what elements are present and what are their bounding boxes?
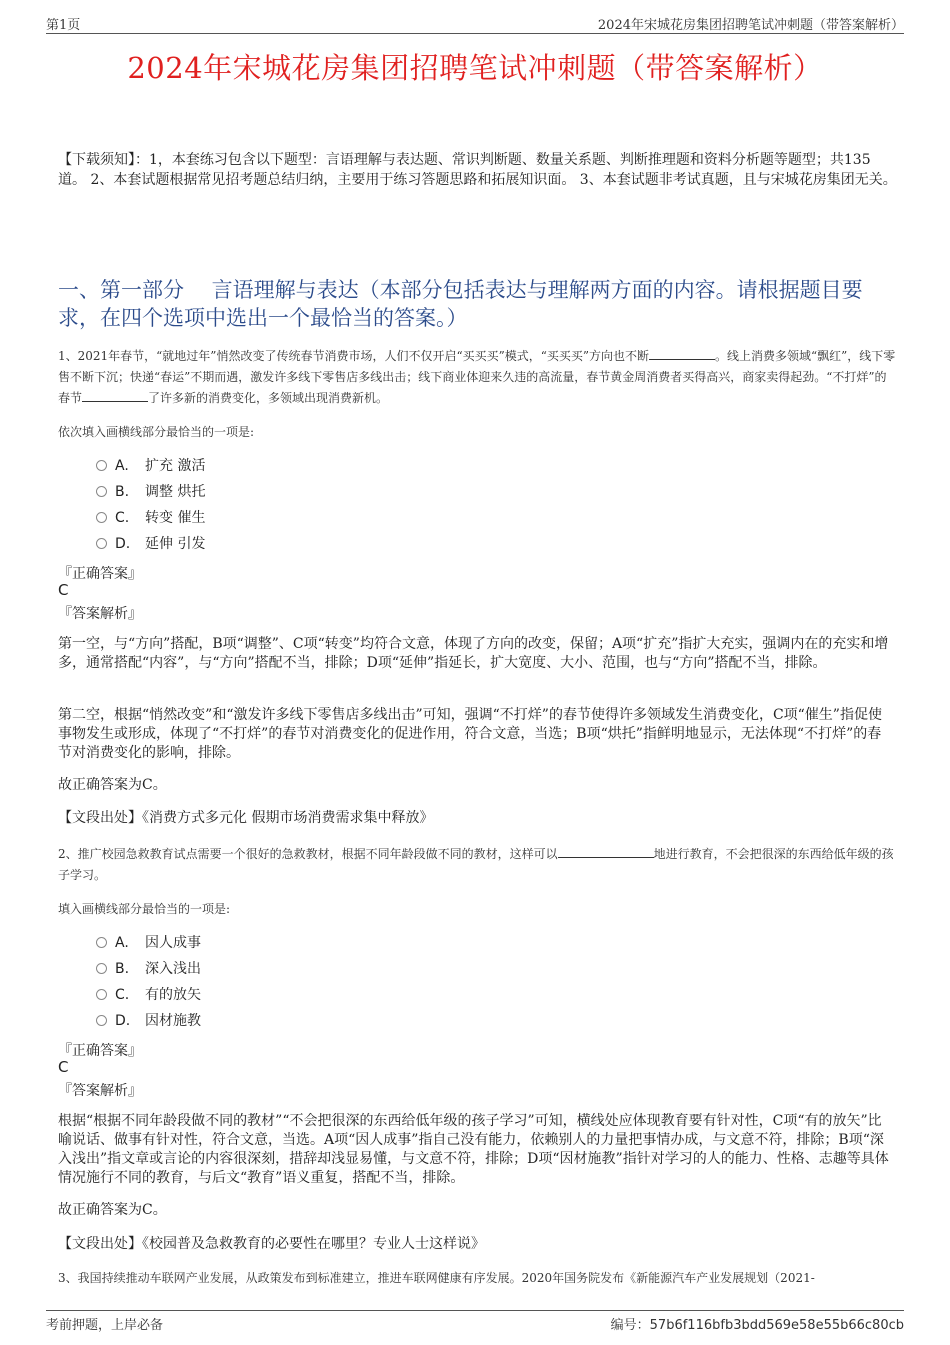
question-3-text: 3、我国持续推动车联网产业发展，从政策发布到标准建立，推进车联网健康有序发展。2020年国务院发布《新能源汽车产业发展规划（2021-	[58, 1271, 815, 1285]
q1-conclusion: 故正确答案为C。	[58, 777, 167, 793]
q1-correct-label: 『正确答案』	[58, 566, 142, 582]
q1-option-a[interactable]: A. 扩充 激活	[96, 456, 205, 476]
radio-icon[interactable]	[96, 1015, 107, 1026]
q2-option-d[interactable]: D. 因材施教	[96, 1011, 201, 1031]
blank-1	[649, 347, 715, 360]
q1-analysis-paragraph-1: 第一空，与“方向”搭配，B项“调整”、C项“转变”均符合文意，体现了方向的改变，保留；A项“扩充”指扩大充实，强调内在的充实和增多，通常搭配“内容”，与“方向”搭配不当，排除；D项“延伸”指延长，扩大宽度、大小、范围，也与“方向”搭配不当，排除。	[58, 636, 889, 671]
question-2-text: 2、推广校园急救教育试点需要一个很好的急救教材，根据不同年龄段做不同的教材，这样可以 地进行教育，不会把很深的东西给低年级的孩子学习。	[58, 847, 894, 882]
question-1-prompt: 依次填入画横线部分最恰当的一项是:	[58, 425, 255, 439]
question-1-text: 1、2021年春节，“就地过年”悄然改变了传统春节消费市场，人们不仅开启“买买买”模式，“买买买”方向也不断 。线上消费多领域“飘红”，线下零售不断下沉；快递“春运”不期而遇，激发许多线下零售店多线出击；线下商业体迎来久违的高流量，春节黄金周消费者买得高兴，商家卖得起劲。“不打烊”的春节 了许多新的消费变化，多领域出现消费新机。	[58, 349, 896, 405]
question-2-prompt: 填入画横线部分最恰当的一项是:	[58, 902, 231, 916]
radio-icon[interactable]	[96, 512, 107, 523]
page-title: 2024年宋城花房集团招聘笔试冲刺题（带答案解析）	[127, 51, 823, 85]
radio-icon[interactable]	[96, 963, 107, 974]
q1-correct-answer: C	[58, 581, 69, 599]
q2-analysis-paragraph-1: 根据“根据不同年龄段做不同的教材”“不会把很深的东西给低年级的孩子学习”可知，横线处应体现教育要有针对性，C项“有的放矢”比喻说话、做事有针对性，符合文意，当选。A项“因人成事”指自己没有能力，依赖别人的力量把事情办成，与文意不符，排除；B项“深入浅出”指文章或言论的内容很深刻，措辞却浅显易懂，与文意不符，排除；D项“因材施教”指针对学习的人的能力、性格、志趣等具体情况施行不同的教育，与后文“教育”语义重复，搭配不当，排除。	[58, 1113, 889, 1186]
q1-option-b[interactable]: B. 调整 烘托	[96, 482, 205, 502]
radio-icon[interactable]	[96, 937, 107, 948]
q2-source: 【文段出处】《校园普及急救教育的必要性在哪里？专业人士这样说》	[58, 1236, 485, 1252]
q1-option-d[interactable]: D. 延伸 引发	[96, 534, 205, 554]
q2-option-b[interactable]: B. 深入浅出	[96, 959, 201, 979]
q2-correct-answer: C	[58, 1058, 69, 1076]
q2-conclusion: 故正确答案为C。	[58, 1202, 167, 1218]
q2-analysis-label: 『答案解析』	[58, 1083, 142, 1099]
blank-2	[82, 389, 148, 402]
footer-slogan: 考前押题，上岸必备	[46, 1318, 164, 1333]
q1-option-c[interactable]: C. 转变 催生	[96, 508, 205, 528]
blank-1	[558, 845, 654, 858]
page-number: 第1页	[46, 18, 81, 33]
radio-icon[interactable]	[96, 486, 107, 497]
q2-option-a[interactable]: A. 因人成事	[96, 933, 201, 953]
download-notice: 【下载须知】：1，本套练习包含以下题型：言语理解与表达题、常识判断题、数量关系题、判断推理题和资料分析题等题型；共135道。 2、本套试题根据常见招考题总结归纳，主要用于练习答题思路和拓展知识面。 3、本套试题非考试真题，且与宋城花房集团无关。	[58, 152, 897, 188]
q2-correct-label: 『正确答案』	[58, 1043, 142, 1059]
q1-analysis-label: 『答案解析』	[58, 606, 142, 622]
header-doc-title: 2024年宋城花房集团招聘笔试冲刺题（带答案解析）	[597, 18, 904, 33]
radio-icon[interactable]	[96, 989, 107, 1000]
section-heading: 一、第一部分 言语理解与表达（本部分包括表达与理解两方面的内容。请根据题目要求，在四个选项中选出一个最恰当的答案。）	[58, 278, 863, 330]
footer-divider	[46, 1310, 904, 1311]
header-divider	[46, 33, 904, 34]
q1-analysis-paragraph-2: 第二空，根据“悄然改变”和“激发许多线下零售店多线出击”可知，强调“不打烊”的春节使得许多领域发生消费变化，C项“催生”指促使事物发生或形成，体现了“不打烊”的春节对消费变化的促进作用，符合文意，当选；B项“烘托”指鲜明地显示，无法体现“不打烊”的春节对消费变化的影响，排除。	[58, 707, 882, 761]
footer-code: 编号：57b6f116bfb3bdd569e58e55b66c80cb	[610, 1318, 904, 1333]
q2-option-c[interactable]: C. 有的放矢	[96, 985, 201, 1005]
radio-icon[interactable]	[96, 538, 107, 549]
q1-source: 【文段出处】《消费方式多元化 假期市场消费需求集中释放》	[58, 810, 434, 826]
page-header	[46, 14, 904, 32]
radio-icon[interactable]	[96, 460, 107, 471]
